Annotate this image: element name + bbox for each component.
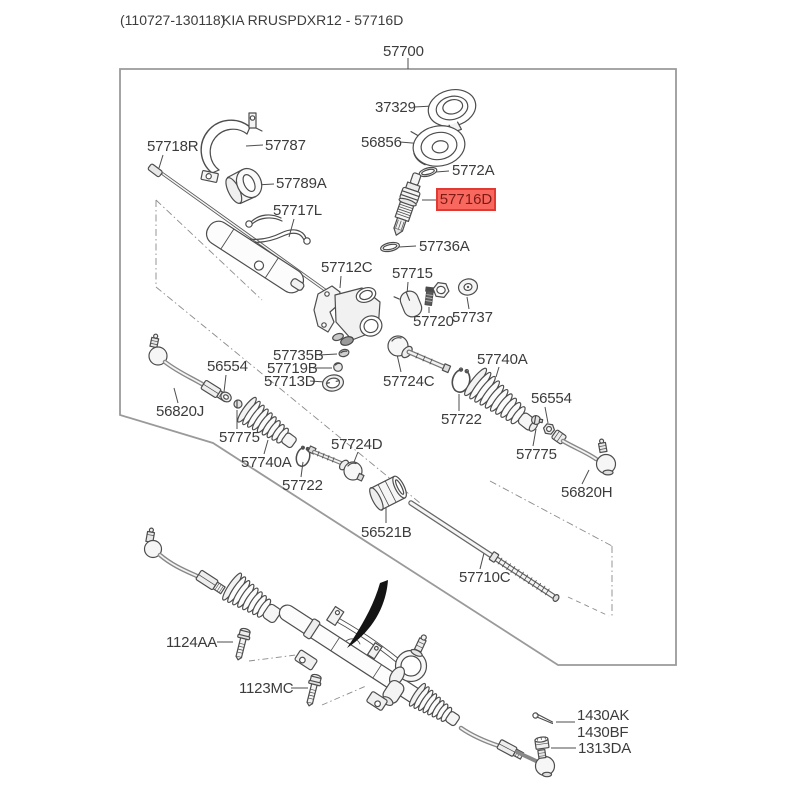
part-56820H-tie-rod-end bbox=[551, 429, 615, 474]
part-1313DA-castle-nut bbox=[535, 736, 550, 749]
swoosh-arrow bbox=[347, 580, 388, 648]
part-label-57716D-highlighted[interactable]: 57716D bbox=[436, 188, 496, 211]
part-label-37329[interactable]: 37329 bbox=[375, 99, 416, 116]
part-label-57712C[interactable]: 57712C bbox=[321, 259, 373, 276]
part-label-57775-left[interactable]: 57775 bbox=[219, 429, 260, 446]
part-label-57717L[interactable]: 57717L bbox=[273, 202, 322, 219]
part-56521B-bushing bbox=[367, 474, 409, 512]
part-57789A-bushing bbox=[222, 164, 266, 206]
part-57735B-clip bbox=[338, 348, 349, 357]
part-label-56820H[interactable]: 56820H bbox=[561, 484, 613, 501]
part-label-56554-left[interactable]: 56554 bbox=[207, 358, 248, 375]
part-label-57710C[interactable]: 57710C bbox=[459, 569, 511, 586]
part-label-57740A-left[interactable]: 57740A bbox=[241, 454, 292, 471]
part-56554-right-nut bbox=[543, 423, 555, 434]
part-57775-left-nut bbox=[234, 400, 242, 408]
part-label-57724C[interactable]: 57724C bbox=[383, 373, 435, 390]
part-rack-tube bbox=[202, 217, 309, 298]
assembly-label-57700[interactable]: 57700 bbox=[383, 43, 424, 60]
part-label-1430BF[interactable]: 1430BF bbox=[577, 724, 629, 741]
part-label-1313DA[interactable]: 1313DA bbox=[578, 740, 632, 757]
part-label-57713D[interactable]: 57713D bbox=[264, 373, 316, 390]
part-label-56856[interactable]: 56856 bbox=[361, 134, 402, 151]
part-57712C-valve-housing bbox=[314, 285, 385, 347]
part-57736A-oring bbox=[380, 241, 400, 253]
part-label-56820J[interactable]: 56820J bbox=[156, 403, 205, 420]
assembled-steering-gear bbox=[145, 528, 555, 777]
part-label-57736A[interactable]: 57736A bbox=[419, 238, 470, 255]
part-label-57719B[interactable]: 57719B bbox=[267, 360, 318, 377]
part-57724C-inner-tie-rod bbox=[388, 336, 451, 373]
header-catalog-code: KIA RRUSPDXR12 - 57716D bbox=[222, 12, 404, 28]
part-label-57724D[interactable]: 57724D bbox=[331, 436, 383, 453]
part-label-1430AK[interactable]: 1430AK bbox=[577, 707, 630, 724]
part-57719B-ball bbox=[334, 363, 343, 372]
header-date-range: (110727-130118) bbox=[120, 12, 226, 28]
part-57737-cap bbox=[457, 277, 479, 297]
part-label-57720[interactable]: 57720 bbox=[413, 313, 454, 330]
part-1124AA-bolt bbox=[232, 627, 251, 661]
part-57716D-pinion-shaft bbox=[388, 171, 426, 238]
part-label-57787[interactable]: 57787 bbox=[265, 137, 306, 154]
part-57710C-rack-bar bbox=[411, 503, 560, 602]
part-1430-cotter-pin bbox=[533, 713, 553, 724]
part-label-57737[interactable]: 57737 bbox=[452, 309, 493, 326]
part-label-57722-left[interactable]: 57722 bbox=[282, 477, 323, 494]
part-label-57715[interactable]: 57715 bbox=[392, 265, 433, 282]
part-label-57718R[interactable]: 57718R bbox=[147, 138, 199, 155]
part-label-5772A[interactable]: 5772A bbox=[452, 162, 495, 179]
part-label-57740A-right[interactable]: 57740A bbox=[477, 351, 528, 368]
part-label-1123MC[interactable]: 1123MC bbox=[239, 680, 294, 697]
part-57713D-plug bbox=[321, 373, 345, 393]
part-label-56521B[interactable]: 56521B bbox=[361, 524, 412, 541]
part-label-57735B[interactable]: 57735B bbox=[273, 347, 324, 364]
part-label-56554-right[interactable]: 56554 bbox=[531, 390, 572, 407]
part-1123MC-bolt bbox=[303, 673, 322, 707]
part-label-1124AA[interactable]: 1124AA bbox=[166, 634, 218, 651]
part-label-57722-right[interactable]: 57722 bbox=[441, 411, 482, 428]
part-57740A-left-bellows bbox=[235, 395, 302, 455]
part-57737-nut bbox=[432, 282, 450, 298]
part-label-57789A[interactable]: 57789A bbox=[276, 175, 327, 192]
part-label-57775-right[interactable]: 57775 bbox=[516, 446, 557, 463]
